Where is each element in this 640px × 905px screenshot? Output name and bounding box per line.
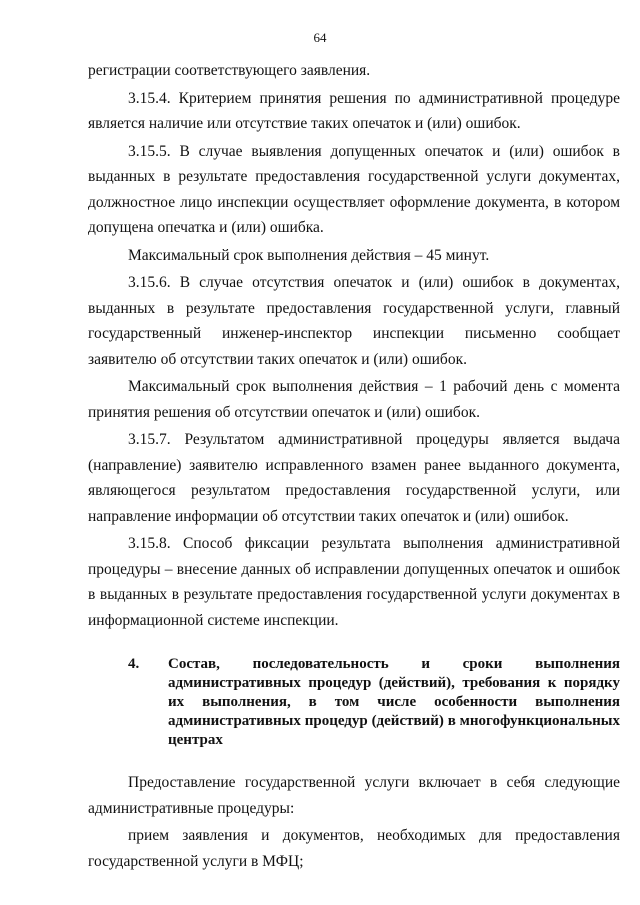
section-heading bbox=[88, 655, 620, 750]
section-title: Состав, последовательность и сроки выполнения административных процедур (действий), требования к порядку их выполнения, в том числе особенности выполнения административных процедур (действий) в многофункциональных центрах bbox=[168, 656, 620, 748]
paragraph-max-time-45: Максимальный срок выполнения действия – 45 минут. bbox=[128, 246, 490, 264]
paragraph-reception: прием заявления и документов, необходимых для предоставления государственной услуги в МФЦ; bbox=[88, 827, 620, 870]
paragraph-max-time-1-day: Максимальный срок выполнения действия – 1 рабочий день с момента принятия решения об отсутствии опечаток и (или) ошибок. bbox=[88, 378, 620, 421]
section-number: 4. bbox=[128, 656, 140, 672]
paragraph-procedures-intro: Предоставление государственной услуги включает в себя следующие административные процедуры: bbox=[88, 774, 620, 817]
paragraph-3-15-8: 3.15.8. Способ фиксации результата выполнения административной процедуры – внесение данных об исправлении допущенных опечаток и ошибок в выданных в результате предоставления государственной услуги документах в информационной системе инспекции. bbox=[88, 535, 620, 629]
paragraph-3-15-5: 3.15.5. В случае выявления допущенных опечаток и (или) ошибок в выданных в результате предоставления государственной услуги документах, должностное лицо инспекции осуществляет оформление документа, в котором допущена опечатка и (или) ошибка. bbox=[88, 142, 620, 236]
paragraph-continuation: регистрации соответствующего заявления. bbox=[88, 62, 371, 79]
paragraph-3-15-7: 3.15.7. Результатом административной процедуры является выдача (направление) заявителю исправленного взамен ранее выданного документа, являющегося результатом предоставления государственной услуги, или направление информации об отсутствии таких опечаток и (или) ошибок. bbox=[88, 431, 620, 525]
paragraph-3-15-4: 3.15.4. Критерием принятия решения по административной процедуре является наличие или отсутствие таких опечаток и (или) ошибок. bbox=[88, 89, 620, 132]
page-number: 64 bbox=[313, 30, 327, 45]
document-body bbox=[88, 58, 620, 874]
paragraph-3-15-6: 3.15.6. В случае отсутствия опечаток и (или) ошибок в документах, выданных в результате предоставления государственной услуги, главный государственный инженер-инспектор инспекции письменно сообщает заявителю об отсутствии таких опечаток и (или) ошибок. bbox=[88, 274, 620, 368]
